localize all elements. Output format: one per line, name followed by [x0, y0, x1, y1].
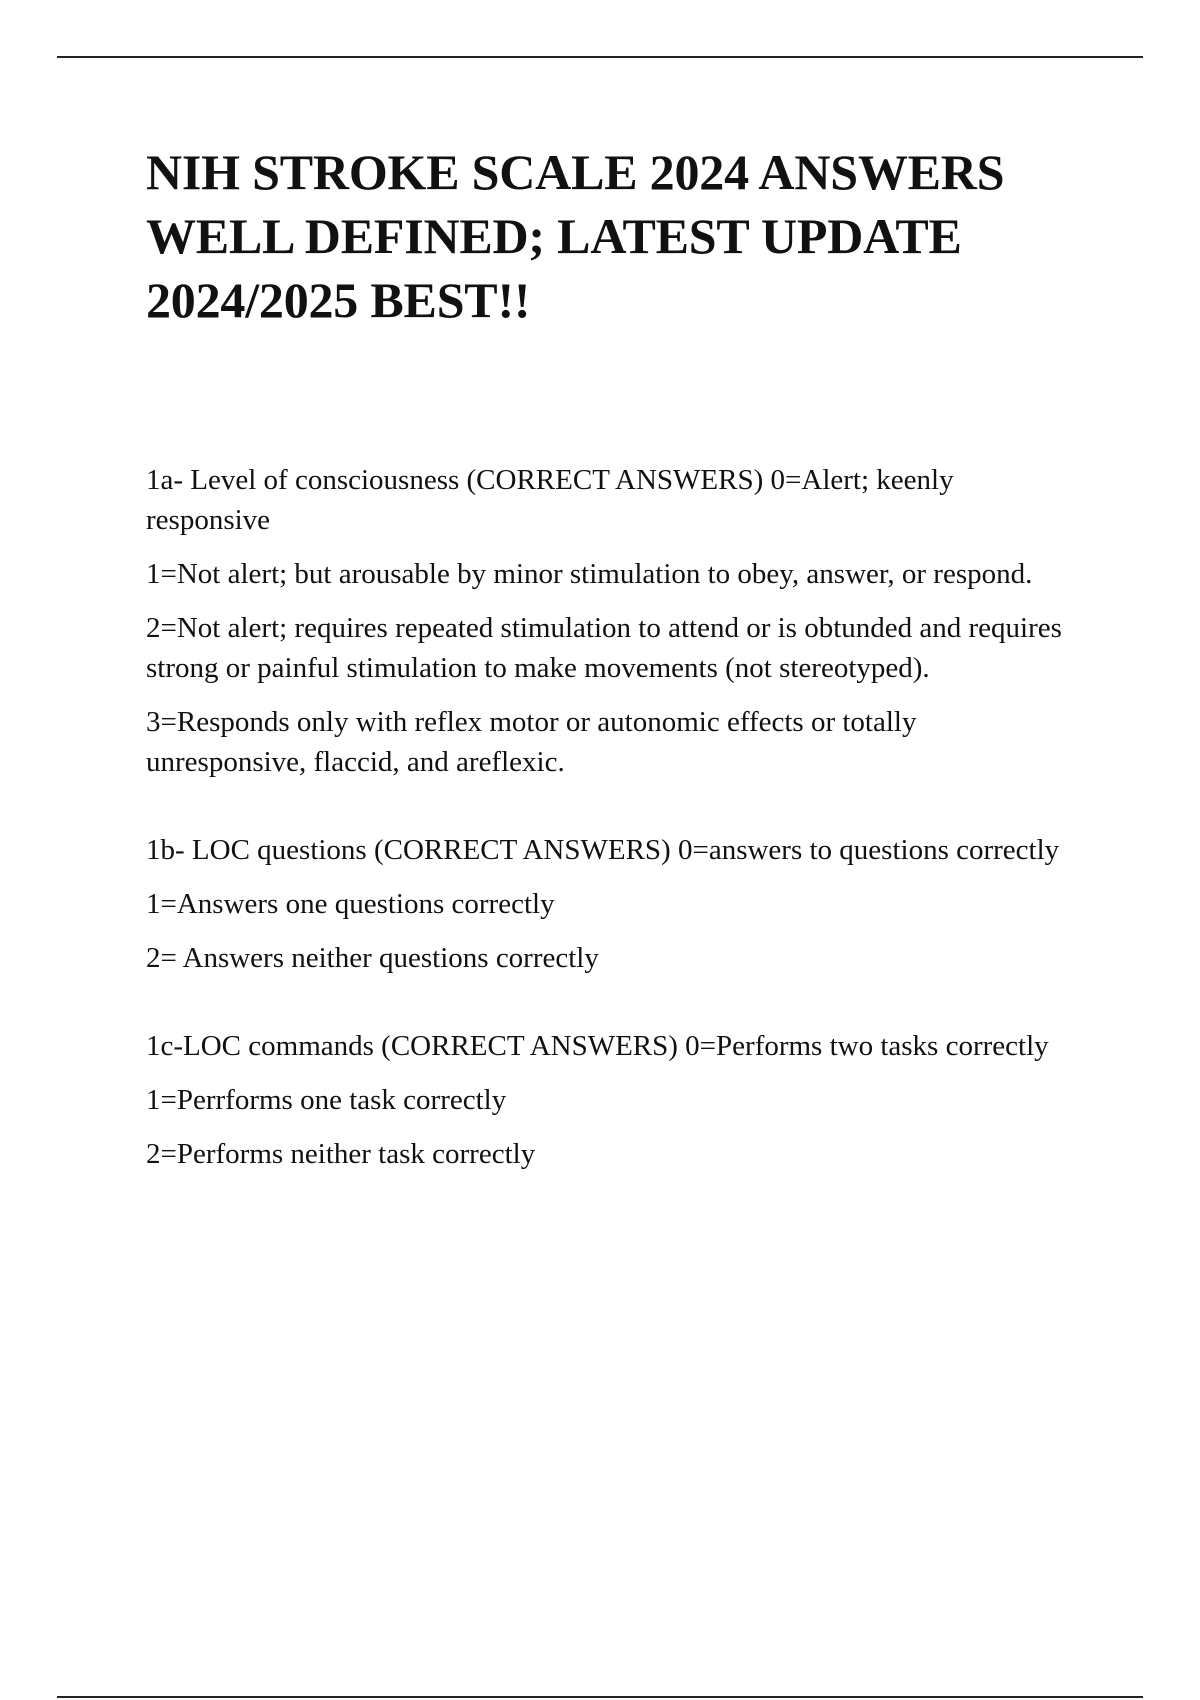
section-1b-option-2: 2= Answers neither questions correctly: [146, 942, 599, 974]
section-1c-option-1: 1=Perrforms one task correctly: [146, 1084, 507, 1116]
section-1a-level-of-consciousness: [146, 460, 1066, 782]
document-body: [146, 140, 1066, 1222]
section-1b-heading: 1b- LOC questions (CORRECT ANSWERS) 0=answers to questions correctly: [146, 834, 1060, 866]
section-1c-loc-commands: [146, 1026, 1066, 1174]
top-divider: [57, 56, 1143, 58]
section-1b-loc-questions: [146, 830, 1066, 978]
section-1a-option-3: 3=Responds only with reflex motor or autonomic effects or totally unresponsive, flaccid, and areflexic.: [146, 706, 917, 778]
document-title: NIH STROKE SCALE 2024 ANSWERS WELL DEFINED; LATEST UPDATE 2024/2025 BEST!!: [146, 144, 1005, 328]
section-1a-heading: 1a- Level of consciousness (CORRECT ANSWERS) 0=Alert; keenly responsive: [146, 464, 954, 536]
section-1c-option-2: 2=Performs neither task correctly: [146, 1138, 536, 1170]
section-1a-option-2: 2=Not alert; requires repeated stimulation to attend or is obtunded and requires strong or painful stimulation to make movements (not stereotyped).: [146, 612, 1062, 684]
section-1b-option-1: 1=Answers one questions correctly: [146, 888, 555, 920]
bottom-divider: [57, 1696, 1143, 1698]
section-1a-option-1: 1=Not alert; but arousable by minor stimulation to obey, answer, or respond.: [146, 558, 1033, 590]
section-1c-heading: 1c-LOC commands (CORRECT ANSWERS) 0=Performs two tasks correctly: [146, 1030, 1049, 1062]
